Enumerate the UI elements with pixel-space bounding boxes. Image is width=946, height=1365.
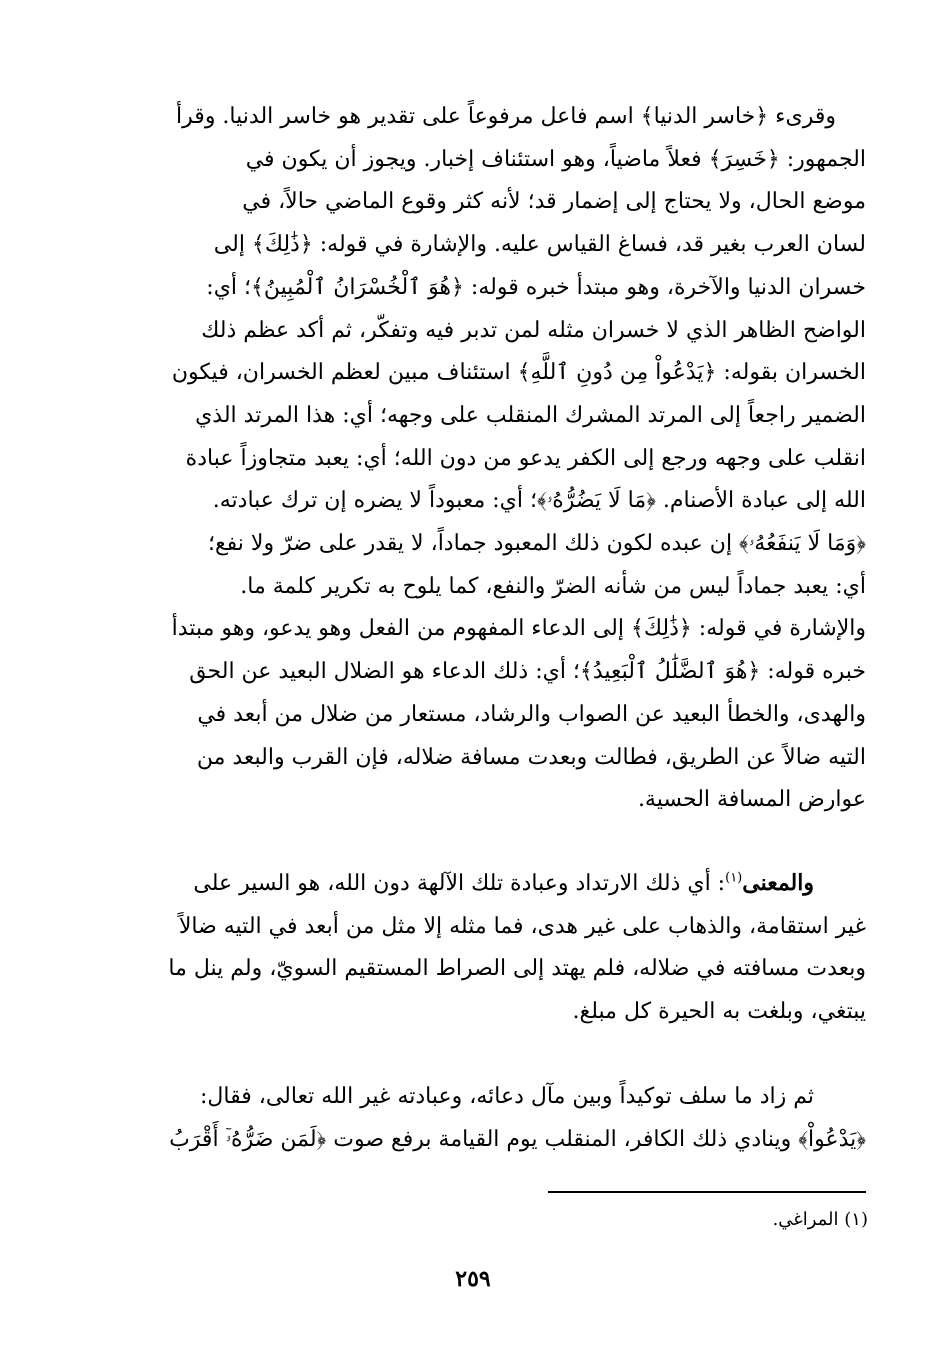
text-line: غير استقامة، والذهاب على غير هدى، فما مثله إلا مثل من أبعد في التيه ضالاً [178, 913, 866, 939]
meaning-first-line-text: : أي ذلك الارتداد وعبادة تلك الآلهة دون الله، هو السير على [193, 871, 726, 896]
text-line: وبعدت مسافته في ضلاله، فلم يهتد إلى الصراط المستقيم السويّ، ولم ينل ما [168, 956, 866, 982]
text-line: الواضح الظاهر الذي لا خسران مثله لمن تدبر فيه وتفكّر، ثم أكد عظم ذلك [201, 317, 866, 343]
text-line: موضع الحال، ولا يحتاج إلى إضمار قد؛ لأنه كثر وقوع الماضي حالاً، في [242, 189, 866, 215]
text-line: الله إلى عبادة الأصنام. ﴿مَا لَا يَضُرُّهُۥ﴾؛ أي: معبوداً لا يضره إن ترك عبادته. [212, 488, 866, 514]
text-line: خبره قوله: ﴿هُوَ ٱلضَّلَٰلُ ٱلْبَعِيدُ﴾؛ أي: ذلك الدعاء هو الضلال البعيد عن الحق [189, 659, 866, 685]
text-line: والإشارة في قوله: ﴿ذَٰلِكَ﴾ إلى الدعاء المفهوم من الفعل وهو يدعو، وهو مبتدأ [171, 616, 866, 642]
text-line: ﴿يَدْعُواْ﴾ وينادي ذلك الكافر، المنقلب يوم القيامة برفع صوت ﴿لَمَن ضَرُّهُۥٓ أَقْرَبُ [169, 1126, 866, 1152]
paragraph-tafsir-commentary [90, 96, 866, 822]
text-line: خسران الدنيا والآخرة، وهو مبتدأ خبره قوله: ﴿هُوَ ٱلْخُسْرَانُ ٱلْمُبِينُ﴾؛ أي: [206, 274, 866, 300]
text-line: أي: يعبد جماداً ليس من شأنه الضرّ والنفع، كما يلوح به تكرير كلمة ما. [240, 573, 866, 599]
text-line: لسان العرب بغير قد، فساغ القياس عليه. والإشارة في قوله: ﴿ذَٰلِكَ﴾ إلى [213, 232, 866, 258]
text-line: الجمهور: ﴿خَسِرَ﴾ فعلاً ماضياً، وهو استئناف إخبار. ويجوز أن يكون في [245, 146, 866, 172]
text-line: وقرىء ﴿خاسر الدنيا﴾ اسم فاعل مرفوعاً على تقدير هو خاسر الدنيا. وقرأ [176, 104, 836, 129]
text-line [90, 862, 866, 906]
meaning-heading: والمعنى [742, 870, 814, 896]
text-line: والهدى، والخطأ البعيد عن الصواب والرشاد، مستعار من ضلال من أبعد في [197, 701, 866, 727]
text-line: ثم زاد ما سلف توكيداً وبين مآل دعائه، وعبادته غير الله تعالى، فقال: [199, 1084, 814, 1109]
text-line: عوارض المسافة الحسية. [637, 787, 866, 813]
footnote: (١) المراغي. [772, 1209, 868, 1230]
text-line: يبتغي، وبلغت به الحيرة كل مبلغ. [572, 999, 866, 1025]
text-line: ﴿وَمَا لَا يَنفَعُهُۥ﴾ إن عبده لكون ذلك المعبود جماداً، لا يقدر على ضرّ ولا نفع؛ [207, 531, 866, 557]
text-line: انقلب على وجهه ورجع إلى الكفر يدعو من دون الله؛ أي: يعبد متجاوزاً عبادة [185, 445, 866, 471]
text-line: التيه ضالاً عن الطريق، فطالت وبعدت مسافة ضلاله، فإن القرب والبعد من [196, 744, 866, 770]
paragraph-meaning [90, 862, 866, 1034]
footnote-separator [548, 1191, 866, 1193]
paragraph-continuation [90, 1076, 866, 1161]
footnote-reference: (١) [725, 870, 743, 886]
text-line: الخسران بقوله: ﴿يَدْعُواْ مِن دُونِ ٱللَّهِ﴾ استئناف مبين لعظم الخسران، فيكون [171, 360, 866, 386]
text-line: الضمير راجعاً إلى المرتد المشرك المنقلب على وجهه؛ أي: هذا المرتد الذي [195, 402, 866, 428]
page-number: ٢٥٩ [455, 1266, 491, 1292]
